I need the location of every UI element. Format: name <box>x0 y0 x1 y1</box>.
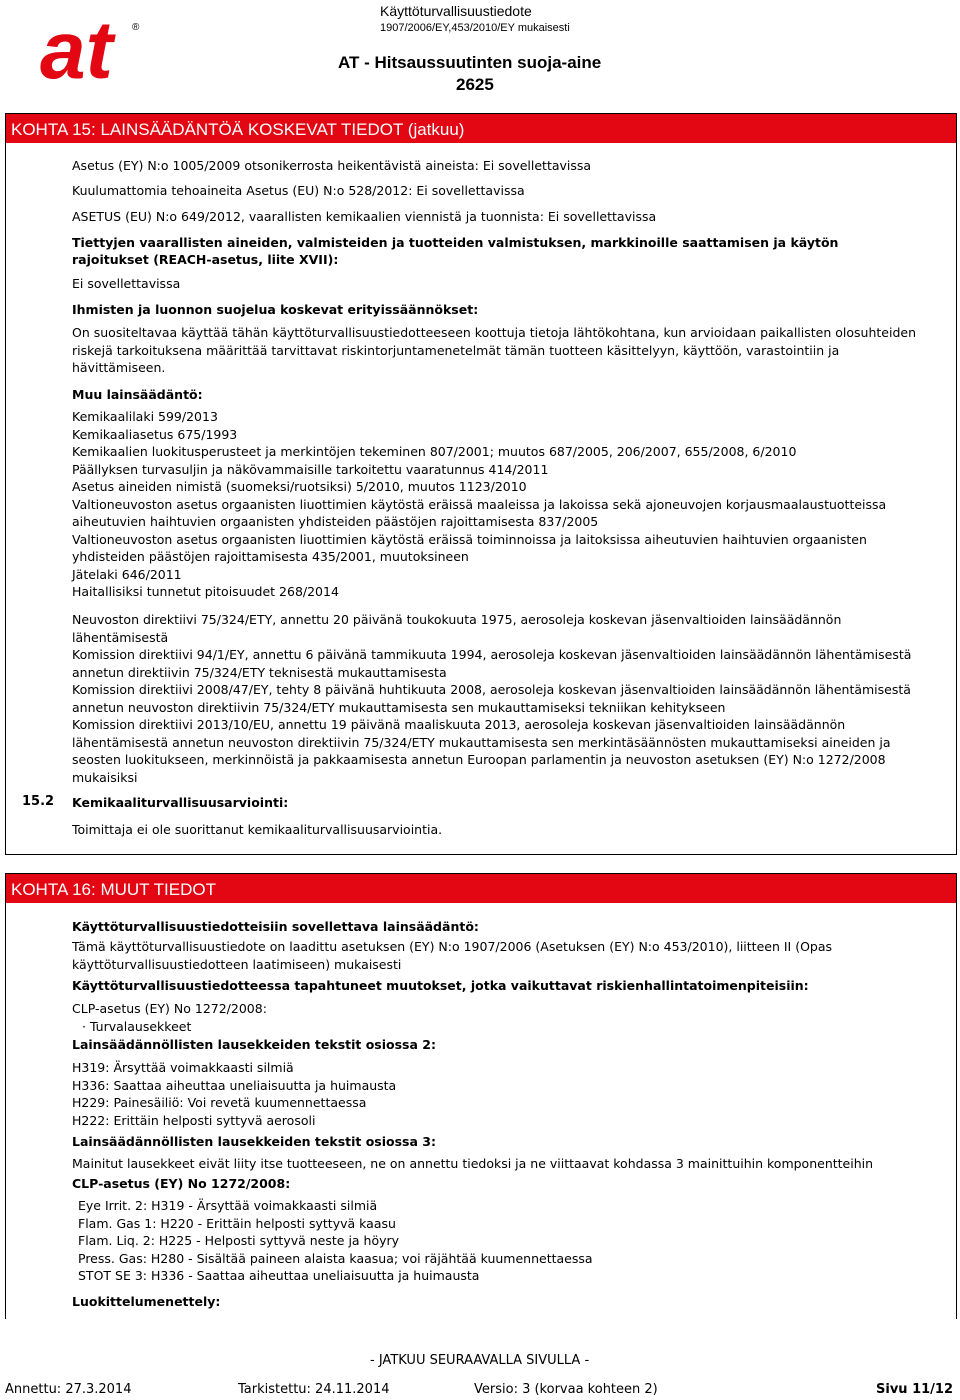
section-15 <box>5 113 957 855</box>
product-name: AT - Hitsaussuutinten suoja-aine <box>338 53 602 72</box>
special-provisions-heading: Ihmisten ja luonnon suojelua koskevat erityissäännökset: <box>72 302 479 317</box>
text-line: riskejä tarkoituksena määrittää tarvittavat riskintorjuntamenetelmät tämän tuotteen käsittelyyn, käyttöön, varastointiin ja <box>72 342 840 358</box>
clp-statement: Eye Irrit. 2: H319 - Ärsyttää voimakkaasti silmiä <box>78 1198 378 1213</box>
section-16 <box>5 873 957 1319</box>
ozone-regulation: Asetus (EY) N:o 1005/2009 otsonikerrosta heikentävistä aineista: Ei sovellettavissa <box>72 158 592 173</box>
legislation-item: Asetus aineiden nimistä (suomeksi/ruotsiksi) 5/2010, muutos 1123/2010 <box>72 479 527 494</box>
other-legislation-list-a <box>72 408 942 601</box>
legislation-item: Komission direktiivi 94/1/EY, annettu 6 päivänä tammikuuta 1994, aerosoleja koskevan jäsenvaltioiden lainsäädännön lähentämisestä <box>72 647 912 662</box>
section-16-heading: KOHTA 16: MUUT TIEDOT <box>6 874 956 903</box>
document-regulation: 1907/2006/EY,453/2010/EY mukaisesti <box>380 22 570 34</box>
legislation-item: lähentämisestä <box>72 629 169 645</box>
pic-regulation: ASETUS (EU) N:o 649/2012, vaarallisten kemikaalien viennistä ja tuonnista: Ei sovellettavissa <box>72 209 657 224</box>
special-provisions-text <box>72 324 942 377</box>
page-number: Sivu 11/12 <box>876 1382 954 1397</box>
changes-reference: CLP-asetus (EY) No 1272/2008: <box>72 1001 267 1016</box>
hazard-statement: H229: Painesäiliö: Voi revetä kuumennettaessa <box>72 1095 367 1110</box>
changes-item: · Turvalausekkeet <box>82 1019 192 1034</box>
clp-statement: Press. Gas: H280 - Sisältää paineen alaista kaasua; voi räjähtää kuumennettaessa <box>78 1250 593 1266</box>
clp-statements <box>78 1197 948 1285</box>
legislation-item: Jätelaki 646/2011 <box>72 566 182 582</box>
legislation-item: yhdisteiden päästöjen rajoittamisesta 435/2001, muutoksineen <box>72 549 469 564</box>
logo-text: at <box>40 14 113 86</box>
other-legislation-heading: Muu lainsäädäntö: <box>72 387 203 402</box>
chemical-safety-assessment-heading: Kemikaaliturvallisuusarviointi: <box>72 795 289 810</box>
legislation-item: Komission direktiivi 2008/47/EY, tehty 8 päivänä huhtikuuta 2008, aerosoleja koskevan jäsenvaltioiden lainsäädännön lähentämisestä <box>72 682 911 697</box>
legislation-item: Haitallisiksi tunnetut pitoisuudet 268/2014 <box>72 584 339 599</box>
legislation-item: Valtioneuvoston asetus orgaanisten liuottimien käytöstä eräissä toiminnoissa ja laitoksissa aiheutuvien haihtuvien orgaanisten <box>72 531 867 547</box>
hazard-statement: H222: Erittäin helposti syttyvä aerosoli <box>72 1112 316 1128</box>
legislation-item: Neuvoston direktiivi 75/324/ETY, annettu 20 päivänä toukokuuta 1975, aerosoleja koskevan jäsenvaltioiden lainsäädännön <box>72 612 842 627</box>
checked-date: Tarkistettu: 24.11.2014 <box>238 1382 390 1397</box>
reach-value: Ei sovellettavissa <box>72 276 181 291</box>
legislation-item: seosten luokitukseen, merkinnöistä ja pakkaamisesta annetun Euroopan parlamentin ja neuvoston asetuksen (EY) N:o 1272/2008 <box>72 752 886 767</box>
clp-statement: Flam. Liq. 2: H225 - Helposti syttyvä neste ja höyry <box>78 1233 400 1248</box>
section-2-statements <box>72 1059 942 1129</box>
version-info: Versio: 3 (korvaa kohteen 2) <box>474 1382 658 1397</box>
legislation-item: Kemikaaliasetus 675/1993 <box>72 426 238 442</box>
hazard-statement: H319: Ärsyttää voimakkaasti silmiä <box>72 1060 294 1075</box>
text-line: Tämä käyttöturvallisuustiedote on laadittu asetuksen (EY) N:o 1907/2006 (Asetuksen (EY) N:o 453/2010), liitteen II (Opas <box>72 939 833 954</box>
issued-date: Annettu: 27.3.2014 <box>5 1382 132 1397</box>
section-3-statements-heading: Lainsäädännöllisten lausekkeiden tekstit osiossa 3: <box>72 1134 436 1149</box>
clp-statement: Flam. Gas 1: H220 - Erittäin helposti syttyvä kaasu <box>78 1215 396 1231</box>
legislation-item: Valtioneuvoston asetus orgaanisten liuottimien käytöstä eräissä maaleissa ja lakoissa sekä ajoneuvojen korjausmaalaustuotteissa <box>72 496 887 512</box>
section-3-statements-text: Mainitut lausekkeet eivät liity itse tuotteeseen, ne on annettu tiedoksi ja ne viittaavat kohdassa 3 mainittuihin komponentteihin <box>72 1156 874 1171</box>
legislation-item: mukaisiksi <box>72 769 138 785</box>
section-15-heading: KOHTA 15: LAINSÄÄDÄNTÖÄ KOSKEVAT TIEDOT (jatkuu) <box>6 114 956 143</box>
classification-procedure-heading: Luokittelumenettely: <box>72 1294 221 1309</box>
clp-statement: STOT SE 3: H336 - Saattaa aiheuttaa uneliaisuutta ja huimausta <box>78 1268 480 1283</box>
applicable-legislation-heading: Käyttöturvallisuustiedotteisiin sovellettava lainsäädäntö: <box>72 919 479 934</box>
text-line: käyttöturvallisuustiedotteen laatimiseen) mukaisesti <box>72 956 402 972</box>
reach-heading-line-1: Tiettyjen vaarallisten aineiden, valmisteiden ja tuotteiden valmistuksen, markkinoille saattamisen ja käytön <box>72 235 839 250</box>
text-line: hävittämiseen. <box>72 360 166 375</box>
legislation-item: Kemikaalien luokitusperusteet ja merkintöjen tekeminen 807/2001; muutos 687/2005, 206/2007, 655/2008, 6/2010 <box>72 444 797 459</box>
biocides-regulation: Kuulumattomia tehoaineita Asetus (EU) N:o 528/2012: Ei sovellettavissa <box>72 183 525 198</box>
clp-heading: CLP-asetus (EY) No 1272/2008: <box>72 1176 291 1191</box>
legislation-item: Kemikaalilaki 599/2013 <box>72 409 218 424</box>
legislation-item: annetun direktiivin 75/324/ETY teknisestä mukauttamisesta <box>72 664 447 680</box>
hazard-statement: H336: Saattaa aiheuttaa uneliaisuutta ja huimausta <box>72 1077 397 1093</box>
section-2-statements-heading: Lainsäädännöllisten lausekkeiden tekstit osiossa 2: <box>72 1037 436 1052</box>
legislation-item: annetun neuvoston direktiivin 75/324/ETY mukauttamisesta sen mukauttamiseksi tekniikan kehitykseen <box>72 699 726 715</box>
text-line: On suositeltavaa käyttää tähän käyttöturvallisuustiedotteeseen koottuja tietoja lähtökohtana, kun arvioidaan paikallisten olosuhteiden <box>72 325 916 340</box>
company-logo <box>40 14 150 86</box>
legislation-item: aiheutuvien haihtuvien orgaanisten yhdisteiden päästöjen rajoittamisesta 837/2005 <box>72 514 599 529</box>
continued-notice: - JATKUU SEURAAVALLA SIVULLA - <box>370 1353 590 1368</box>
changes-heading: Käyttöturvallisuustiedotteessa tapahtuneet muutokset, jotka vaikuttavat riskienhallintatoimenpiteisiin: <box>72 978 809 993</box>
applicable-legislation-text <box>72 938 942 973</box>
reach-heading-line-2: rajoitukset (REACH-asetus, liite XVII): <box>72 252 339 267</box>
chemical-safety-assessment-value: Toimittaja ei ole suorittanut kemikaaliturvallisuusarviointia. <box>72 822 443 837</box>
document-title: Käyttöturvallisuustiedote <box>380 3 532 19</box>
legislation-item: Päällyksen turvasuljin ja näkövammaisille tarkoitettu vaaratunnus 414/2011 <box>72 461 549 477</box>
registered-mark: ® <box>132 22 140 33</box>
legislation-item: lähentämisestä annetun neuvoston direktiivin 75/324/ETY mukauttamisesta sen merkintäsäännösten mukauttamiseksi aineiden ja <box>72 734 891 750</box>
other-legislation-list-b <box>72 611 942 786</box>
subsection-number: 15.2 <box>22 794 55 809</box>
legislation-item: Komission direktiivi 2013/10/EU, annettu 19 päivänä maaliskuuta 2013, aerosoleja koskevan jäsenvaltioiden lainsäädännön <box>72 717 846 732</box>
product-code: 2625 <box>456 75 494 94</box>
